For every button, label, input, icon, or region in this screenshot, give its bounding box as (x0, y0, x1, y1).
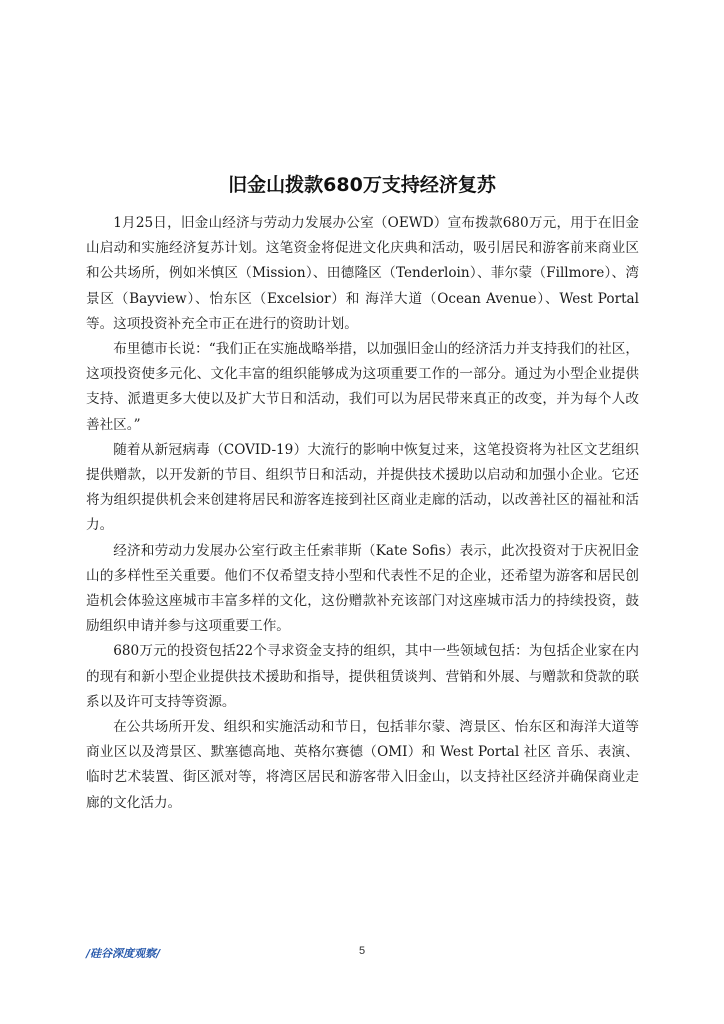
footer-brand: /硅谷深度观察/ (86, 947, 161, 960)
article-title: 旧金山拨款680万支持经济复苏 (228, 174, 496, 196)
paragraph-4: 经济和劳动力发展办公室行政主任索菲斯（Kate Sofis）表示，此次投资对于庆祝旧金山的多样性至关重要。他们不仅希望支持小型和代表性不足的企业，还希望为游客和居民创造机会体验这座城市丰富多样的文化，这份赠款补充该部门对这座城市活力的持续投资，鼓励组织申请并参与这项重要工作。 (86, 542, 639, 635)
paragraph-6: 在公共场所开发、组织和实施活动和节日，包括菲尔蒙、湾景区、怡东区和海洋大道等商业区以及湾景区、默塞德高地、英格尔赛德（OMI）和 West Portal 社区 音乐、表演、临时艺术装置、街区派对等，将湾区居民和游客带入旧金山，以支持社区经济并确保商业走廊的文化活力。 (86, 719, 639, 811)
paragraph-2: 布里德市长说：“我们正在实施战略举措，以加强旧金山的经济活力并支持我们的社区，这项投资使多元化、文化丰富的组织能够成为这项重要工作的一部分。通过为小型企业提供支持、派遣更多大使以及扩大节日和活动，我们可以为居民带来真正的改变，并为每个人改善社区。” (86, 341, 639, 433)
paragraph-1: 1月25日，旧金山经济与劳动力发展办公室（OEWD）宣布拨款680万元，用于在旧金山启动和实施经济复苏计划。这笔资金将促进文化庆典和活动，吸引居民和游客前来商业区和公共场所，例如米慎区（Mission）、田德隆区（Tenderloin）、菲尔蒙（Fillmore）、湾景区（Bayview）、怡东区（Excelsior）和 海洋大道（Ocean Avenue）、West Portal 等。这项投资补充全市正在进行的资助计划。 (86, 215, 639, 332)
paragraph-3: 随着从新冠病毒（COVID-19）大流行的影响中恢复过来，这笔投资将为社区文艺组织提供赠款，以开发新的节目、组织节日和活动，并提供技术援助以启动和加强小企业。它还将为组织提供机会来创建将居民和游客连接到社区商业走廊的活动，以改善社区的福祉和活力。 (86, 441, 639, 534)
article-body (86, 211, 639, 816)
page-number: 5 (358, 945, 366, 957)
paragraph-5: 680万元的投资包括22个寻求资金支持的组织，其中一些领域包括：为包括企业家在内的现有和新小型企业提供技术援助和指导，提供租赁谈判、营销和外展、与赠款和贷款的联系以及许可支持等资源。 (86, 643, 639, 710)
